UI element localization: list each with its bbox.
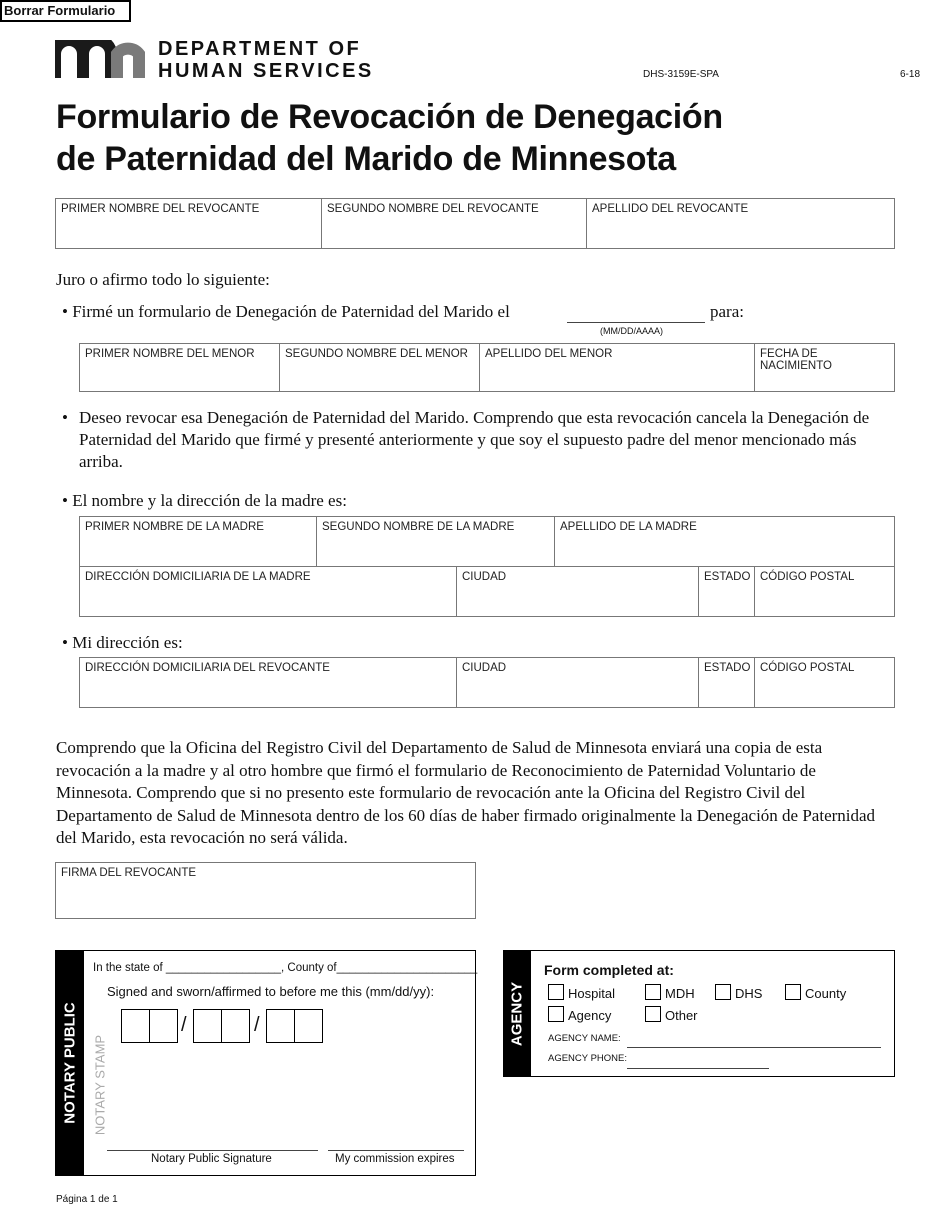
revision: 6-18 [900,69,921,80]
option-agency[interactable]: Agency [548,1006,611,1023]
year-digit-2[interactable] [294,1009,323,1043]
checkbox[interactable] [645,984,661,1000]
revoker-address-field[interactable]: DIRECCIÓN DOMICILIARIA DEL REVOCANTE [79,657,457,708]
day-digit-1[interactable] [193,1009,222,1043]
mother-city-field[interactable]: CIUDAD [456,566,699,617]
option-other[interactable]: Other [645,1006,698,1023]
commission-expires-label: My commission expires [335,1153,455,1165]
child-first-name-field[interactable]: PRIMER NOMBRE DEL MENOR [79,343,280,392]
page-title: Formulario de Revocación de Denegación de Paternidad del Marido de Minnesota [56,98,723,178]
option-mdh[interactable]: MDH [645,984,695,1001]
revoker-middle-name-field[interactable]: SEGUNDO NOMBRE DEL REVOCANTE [321,198,587,249]
revoker-zip-field[interactable]: CÓDIGO POSTAL [754,657,895,708]
notary-stamp-label: NOTARY STAMP [92,1034,108,1136]
bullet-2: • Deseo revocar esa Denegación de Paternidad del Marido. Comprendo que esta revocación cancela la Denegación de Paternidad del Marido que firmé y presenté anteriormente y que soy el supuesto padre del menor mencionado más arriba. [62,407,892,473]
bullet-3: • El nombre y la dirección de la madre es: [62,491,347,510]
child-middle-name-field[interactable]: SEGUNDO NOMBRE DEL MENOR [279,343,480,392]
bullet-3-text: El nombre y la dirección de la madre es: [72,491,347,510]
checkbox[interactable] [548,1006,564,1022]
agency-phone-input[interactable] [627,1057,769,1069]
notary-state-county: In the state of __________________, County of______________________ [93,962,478,974]
year-digit-1[interactable] [266,1009,295,1043]
date-slash: / [181,1014,187,1036]
date-hint: (MM/DD/AAAA) [600,326,663,336]
checkbox[interactable] [715,984,731,1000]
checkbox[interactable] [785,984,801,1000]
swear-text: Juro o afirmo todo lo siguiente: [56,270,270,289]
child-birthdate-field[interactable]: FECHA DE NACIMIENTO [754,343,895,392]
denial-date-input[interactable] [567,302,705,323]
revoker-city-field[interactable]: CIUDAD [456,657,699,708]
form-id: DHS-3159E-SPA [643,69,719,80]
mother-middle-name-field[interactable]: SEGUNDO NOMBRE DE LA MADRE [316,516,555,567]
mother-address-field[interactable]: DIRECCIÓN DOMICILIARIA DE LA MADRE [79,566,457,617]
bullet-4-text: Mi dirección es: [72,633,183,652]
agency-name-label: AGENCY NAME: [548,1033,621,1044]
date-slash: / [254,1014,260,1036]
child-last-name-field[interactable]: APELLIDO DEL MENOR [479,343,755,392]
revoker-signature-field[interactable]: FIRMA DEL REVOCANTE [55,862,476,919]
mother-zip-field[interactable]: CÓDIGO POSTAL [754,566,895,617]
bullet-2-text: Deseo revocar esa Denegación de Paternidad del Marido. Comprendo que esta revocación cancela la Denegación de Paternidad del Marido que firmé y presenté anteriormente y que soy el supuesto padre del menor mencionado más arriba. [79,408,870,471]
checkbox[interactable] [548,984,564,1000]
commission-expires-line[interactable] [328,1140,464,1151]
revoker-state-field[interactable]: ESTADO [698,657,755,708]
notice-paragraph: Comprendo que la Oficina del Registro Civil del Departamento de Salud de Minnesota enviará una copia de esta revocación a la madre y al otro hombre que firmó el formulario de Reconocimiento de Paternidad Voluntario de Minnesota. Comprendo que si no presento este formulario de revocación ante la Oficina del Registro Civil del Departamento de Salud de Minnesota dentro de los 60 días de haber firmado originalmente la Denegación de Paternidad del Marido, esta revocación no será válida. [56,738,876,847]
option-county[interactable]: County [785,984,846,1001]
mother-last-name-field[interactable]: APELLIDO DE LA MADRE [554,516,895,567]
org-name: DEPARTMENT OF HUMAN SERVICES [158,38,374,82]
agency-heading: Form completed at: [544,962,674,978]
mother-state-field[interactable]: ESTADO [698,566,755,617]
revoker-last-name-field[interactable]: APELLIDO DEL REVOCANTE [586,198,895,249]
notary-signature-line[interactable] [107,1140,318,1151]
agency-band: AGENCY [503,950,531,1077]
checkbox[interactable] [645,1006,661,1022]
agency-phone-label: AGENCY PHONE: [548,1053,628,1064]
day-digit-2[interactable] [221,1009,250,1043]
mother-first-name-field[interactable]: PRIMER NOMBRE DE LA MADRE [79,516,317,567]
month-digit-2[interactable] [149,1009,178,1043]
page-number: Página 1 de 1 [56,1194,118,1205]
agency-name-input[interactable] [627,1036,881,1048]
month-digit-1[interactable] [121,1009,150,1043]
notary-signature-label: Notary Public Signature [151,1153,272,1165]
bullet-1: • Firmé un formulario de Denegación de Paternidad del Marido el [62,302,510,321]
notary-sworn-text: Signed and sworn/affirmed to before me this (mm/dd/yy): [107,984,435,999]
mn-logo-icon [55,40,145,78]
bullet-1-post: para: [710,302,744,321]
option-hospital[interactable]: Hospital [548,984,615,1001]
notary-band: NOTARY PUBLIC [55,950,84,1176]
revoker-first-name-field[interactable]: PRIMER NOMBRE DEL REVOCANTE [55,198,322,249]
clear-form-button[interactable]: Borrar Formulario [0,0,131,22]
bullet-1-text: Firmé un formulario de Denegación de Paternidad del Marido el [72,302,510,321]
bullet-4: • Mi dirección es: [62,633,183,652]
option-dhs[interactable]: DHS [715,984,762,1001]
